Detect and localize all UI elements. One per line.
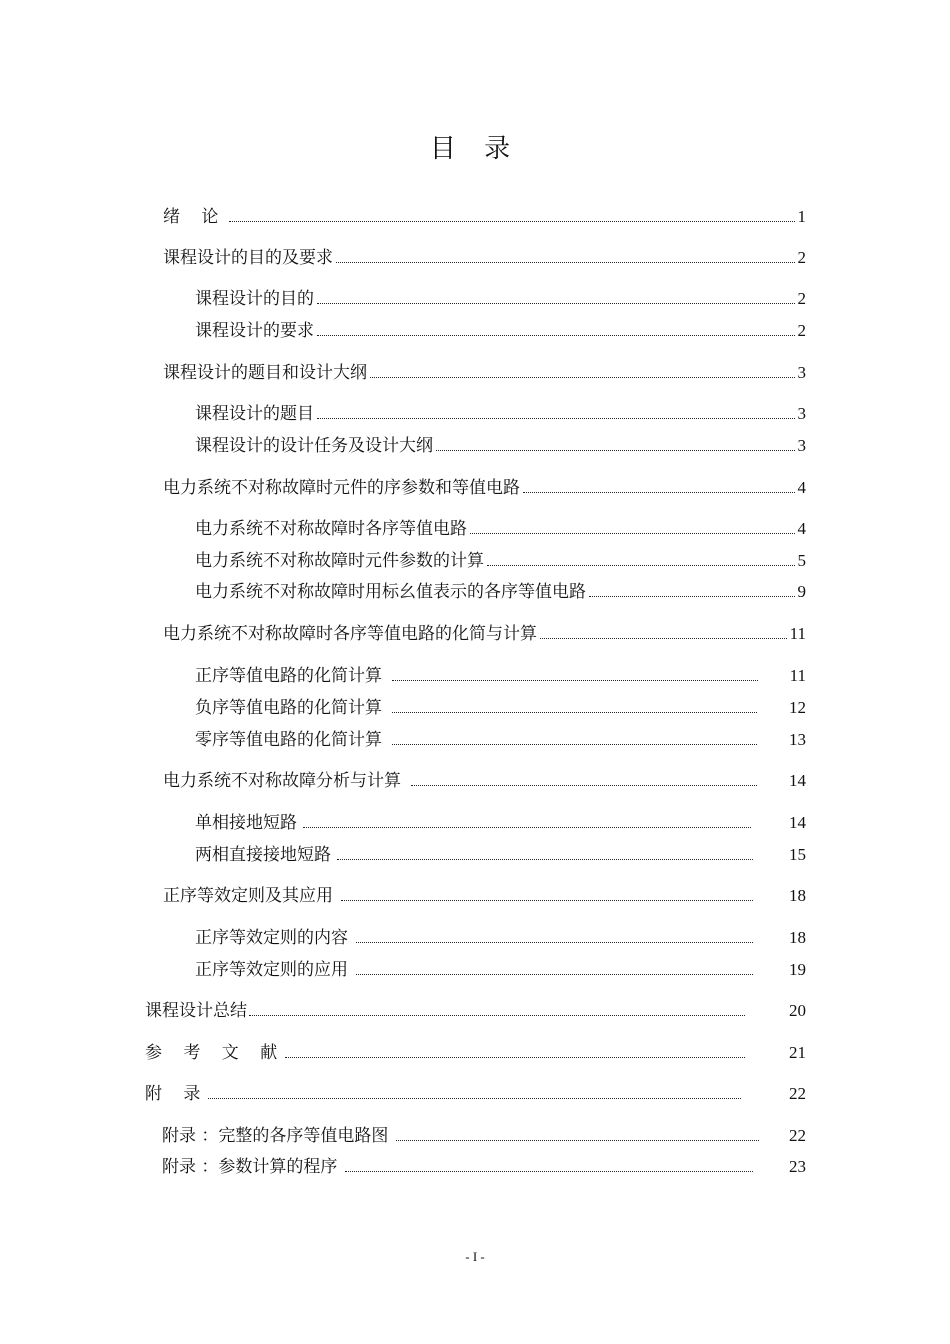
toc-leader-dots [229,221,794,222]
toc-leader-dots [249,1015,745,1016]
toc-entry-label: 附 录 [145,1084,209,1104]
toc-entry-page: 1 [797,207,806,226]
toc-entry-page: 22 [789,1126,806,1145]
toc-leader-dots [317,303,795,304]
toc-entry-page: 22 [789,1084,806,1103]
toc-entry[interactable] [163,619,806,645]
toc-leader-dots [208,1098,741,1099]
toc-entry-page: 19 [789,960,806,979]
toc-leader-dots [487,565,795,566]
toc-entry-label: 正序等效定则的内容 [195,928,348,948]
toc-leader-dots [337,859,753,860]
toc-entry-label: 附录 ：完整的各序等值电路图 [162,1126,389,1146]
toc-entry[interactable] [195,661,806,687]
toc-entry-page: 3 [797,436,806,455]
toc-leader-dots [370,377,795,378]
toc-leader-dots [303,827,751,828]
toc-entry-page: 20 [789,1001,806,1020]
toc-entry-label: 电力系统不对称故障时各序等值电路 [195,519,467,539]
toc-entry-label: 课程设计总结 [145,1001,247,1021]
toc-entry[interactable] [195,577,806,603]
toc-entry-label: 电力系统不对称故障时用标幺值表示的各序等值电路 [195,582,586,602]
toc-leader-dots [336,262,795,263]
toc-entry-page: 23 [789,1157,806,1176]
toc-entry-label: 两相直接接地短路 [195,845,331,865]
toc-entry-page: 18 [789,928,806,947]
toc-entry-label: 课程设计的要求 [195,321,314,341]
toc-leader-dots [285,1057,745,1058]
toc-entry[interactable] [195,316,806,342]
toc-leader-dots [411,785,757,786]
toc-entry-page: 13 [789,730,806,749]
toc-entry-label: 电力系统不对称故障时元件参数的计算 [195,551,484,571]
toc-entry[interactable] [195,399,806,425]
toc-leader-dots [392,744,757,745]
toc-entry[interactable] [163,881,806,907]
toc-entry[interactable] [195,840,806,866]
toc-leader-dots [523,492,795,493]
toc-entry[interactable] [195,808,806,834]
toc-entry[interactable] [163,358,806,384]
toc-entry-page: 3 [797,363,806,382]
toc-leader-dots [589,596,795,597]
toc-entry[interactable] [195,284,806,310]
toc-entry-page: 3 [797,404,806,423]
toc-entry-label: 电力系统不对称故障时各序等值电路的化简与计算 [163,624,537,644]
toc-entry-label: 课程设计的题目 [195,404,314,424]
toc-entry-label: 正序等值电路的化简计算 [195,666,382,686]
toc-entry-label: 附录 ：参数计算的程序 [162,1157,338,1177]
toc-entry-label: 课程设计的设计任务及设计大纲 [195,436,433,456]
toc-leader-dots [341,900,753,901]
toc-entry[interactable] [163,202,806,228]
toc-leader-dots [317,335,795,336]
toc-entry[interactable] [195,693,806,719]
toc-entry[interactable] [145,1038,806,1064]
toc-entry-label: 正序等效定则的应用 [195,960,348,980]
toc-entry-page: 15 [789,845,806,864]
toc-entry-label: 负序等值电路的化简计算 [195,698,382,718]
toc-entry-page: 14 [789,771,806,790]
toc-leader-dots [396,1140,759,1141]
toc-entry-page: 2 [797,248,806,267]
toc-entry-page: 14 [789,813,806,832]
toc-leader-dots [356,942,753,943]
toc-entry-page: 12 [789,698,806,717]
toc-leader-dots [317,418,795,419]
toc-entry-page: 4 [797,478,806,497]
toc-entry[interactable] [163,243,806,269]
toc-entry-page: 2 [797,289,806,308]
toc-entry-label: 零序等值电路的化简计算 [195,730,382,750]
toc-entry[interactable] [195,431,806,457]
toc-entry-label: 电力系统不对称故障时元件的序参数和等值电路 [163,478,520,498]
toc-entry-label: 课程设计的目的及要求 [163,248,333,268]
toc-entry-page: 4 [797,519,806,538]
toc-entry[interactable] [163,766,806,792]
toc-entry-label: 正序等效定则及其应用 [163,886,333,906]
toc-entry-label: 绪 论 [163,207,227,227]
toc-entry[interactable] [162,1121,806,1147]
toc-leader-dots [356,974,753,975]
toc-entry-page: 11 [789,624,806,643]
toc-entry-page: 5 [797,551,806,570]
toc-leader-dots [345,1171,753,1172]
toc-entry-label: 课程设计的目的 [195,289,314,309]
page-number-footer: - I - [465,1249,485,1264]
toc-entry[interactable] [145,996,806,1022]
toc-leader-dots [392,712,757,713]
toc-entry-page: 18 [789,886,806,905]
toc-entry[interactable] [195,955,806,981]
toc-entry-page: 2 [797,321,806,340]
toc-entry[interactable] [195,546,806,572]
toc-entry[interactable] [163,473,806,499]
toc-leader-dots [436,450,795,451]
toc-entry-page: 9 [797,582,806,601]
toc-entry[interactable] [195,514,806,540]
toc-entry[interactable] [195,923,806,949]
toc-entry[interactable] [195,725,806,751]
toc-entry-label: 课程设计的题目和设计大纲 [163,363,367,383]
toc-leader-dots [540,638,787,639]
toc-entry-label: 单相接地短路 [195,813,297,833]
page-title: 目 录 [429,134,521,164]
toc-entry[interactable] [162,1152,806,1178]
toc-entry[interactable] [145,1079,806,1105]
toc-leader-dots [470,533,795,534]
toc-leader-dots [392,680,758,681]
toc-entry-page: 11 [789,666,806,685]
toc-entry-label: 参 考 文 献 [145,1043,286,1063]
toc-entry-page: 21 [789,1043,806,1062]
toc-entry-label: 电力系统不对称故障分析与计算 [163,771,401,791]
